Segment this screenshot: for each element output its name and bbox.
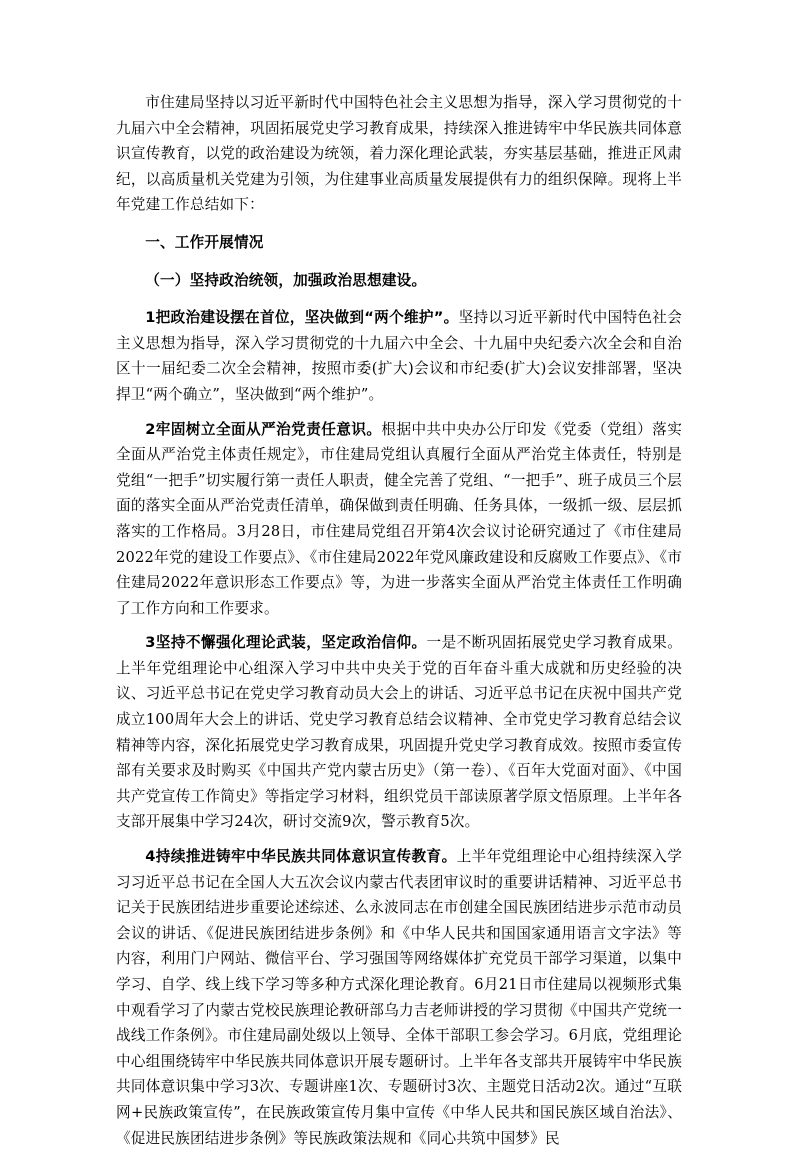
item-text-3: 一是不断巩固拓展党史学习教育成果。上半年党组理论中心组深入学习中共中央关于党的百年奋斗重大成就和历史经验的决议、习近平总书记在党史学习教育动员大会上的讲话、习近平总书记在庆祝中国共产党成立100周年大会上的讲话、党史学习教育总结会议精神、全市党史学习教育总结会议精神等内容，深化拓展党史学习教育成果，巩固提升党史学习教育成效。按照市委宣传部有关要求及时购买《中国共产党内蒙古历史》（第一卷）、《百年大党面对面》、《中国共产党宣传工作简史》等指定学习材料，组织党员干部读原著学原文悟原理。上半年各支部开展集中学习24次，研讨交流9次，警示教育5次。	[116, 634, 682, 831]
item-paragraph-4	[116, 844, 682, 1151]
item-lead-4: 4持续推进铸牢中华民族共同体意识宣传教育。	[145, 848, 457, 866]
item-paragraph-3	[116, 630, 682, 835]
subsection-heading: （一）坚持政治统领，加强政治思想建设。	[145, 271, 427, 289]
item-lead-1: 1把政治建设摆在首位，坚决做到“两个维护”。	[145, 309, 459, 327]
item-text-4: 上半年党组理论中心组持续深入学习习近平总书记在全国人大五次会议内蒙古代表团审议时的重要讲话精神、习近平总书记关于民族团结进步重要论述综述、么永波同志在市创建全国民族团结进步示范市动员会议的讲话、《促进民族团结进步条例》和《中华人民共和国国家通用语言文字法》等内容，利用门户网站、微信平台、学习强国等网络媒体扩充党员干部学习渠道，以集中学习、自学、线上线下学习等多种方式深化理论教育。6月21日市住建局以视频形式集中观看学习了内蒙古党校民族理论教研部乌力吉老师讲授的学习贯彻《中国共产党统一战线工作条例》。市住建局副处级以上领导、全体干部职工参会学习。6月底，党组理论中心组围绕铸牢中华民族共同体意识开展专题研讨。上半年各支部共开展铸牢中华民族共同体意识集中学习3次、专题讲座1次、专题研讨3次、主题党日活动2次。通过“互联网+民族政策宣传”，在民族政策宣传月集中宣传《中华人民共和国民族区域自治法》、《促进民族团结进步条例》等民族政策法规和《同心共筑中国梦》民	[116, 848, 682, 1147]
section-heading: 一、工作开展情况	[145, 233, 264, 251]
item-lead-2: 2牢固树立全面从严治党责任意识。	[145, 420, 382, 438]
item-lead-3: 3坚持不懈强化理论武装，坚定政治信仰。	[145, 634, 427, 652]
item-text-1: 坚持以习近平新时代中国特色社会主义思想为指导，深入学习贯彻党的十九届六中全会、十九届中央纪委六次全会和自治区十一届纪委二次全会精神，按照市委(扩大)会议和市纪委(扩大)会议安排部署，坚决捍卫“两个确立”，坚决做到“两个维护”。	[116, 309, 682, 403]
item-paragraph-2	[116, 417, 682, 622]
item-text-2: 根据中共中央办公厅印发《党委（党组）落实全面从严治党主体责任规定》，市住建局党组认真履行全面从严治党主体责任，特别是党组“一把手”切实履行第一责任人职责，健全完善了党组、“一把手”、班子成员三个层面的落实全面从严治党责任清单，确保做到责任明确、任务具体，一级抓一级、层层抓落实的工作格局。3月28日，市住建局党组召开第4次会议讨论研究通过了《市住建局2022年党的建设工作要点》、《市住建局2022年党风廉政建设和反腐败工作要点》、《市住建局2022年意识形态工作要点》等，为进一步落实全面从严治党主体责任工作明确了工作方向和工作要求。	[116, 420, 682, 617]
document-page	[116, 90, 682, 1151]
intro-paragraph: 市住建局坚持以习近平新时代中国特色社会主义思想为指导，深入学习贯彻党的十九届六中全会精神，巩固拓展党史学习教育成果，持续深入推进铸牢中华民族共同体意识宣传教育，以党的政治建设为统领，着力深化理论武装，夯实基层基础，推进正风肃纪，以高质量机关党建为引领，为住建事业高质量发展提供有力的组织保障。现将上半年党建工作总结如下：	[116, 94, 682, 214]
item-paragraph-1	[116, 305, 682, 407]
